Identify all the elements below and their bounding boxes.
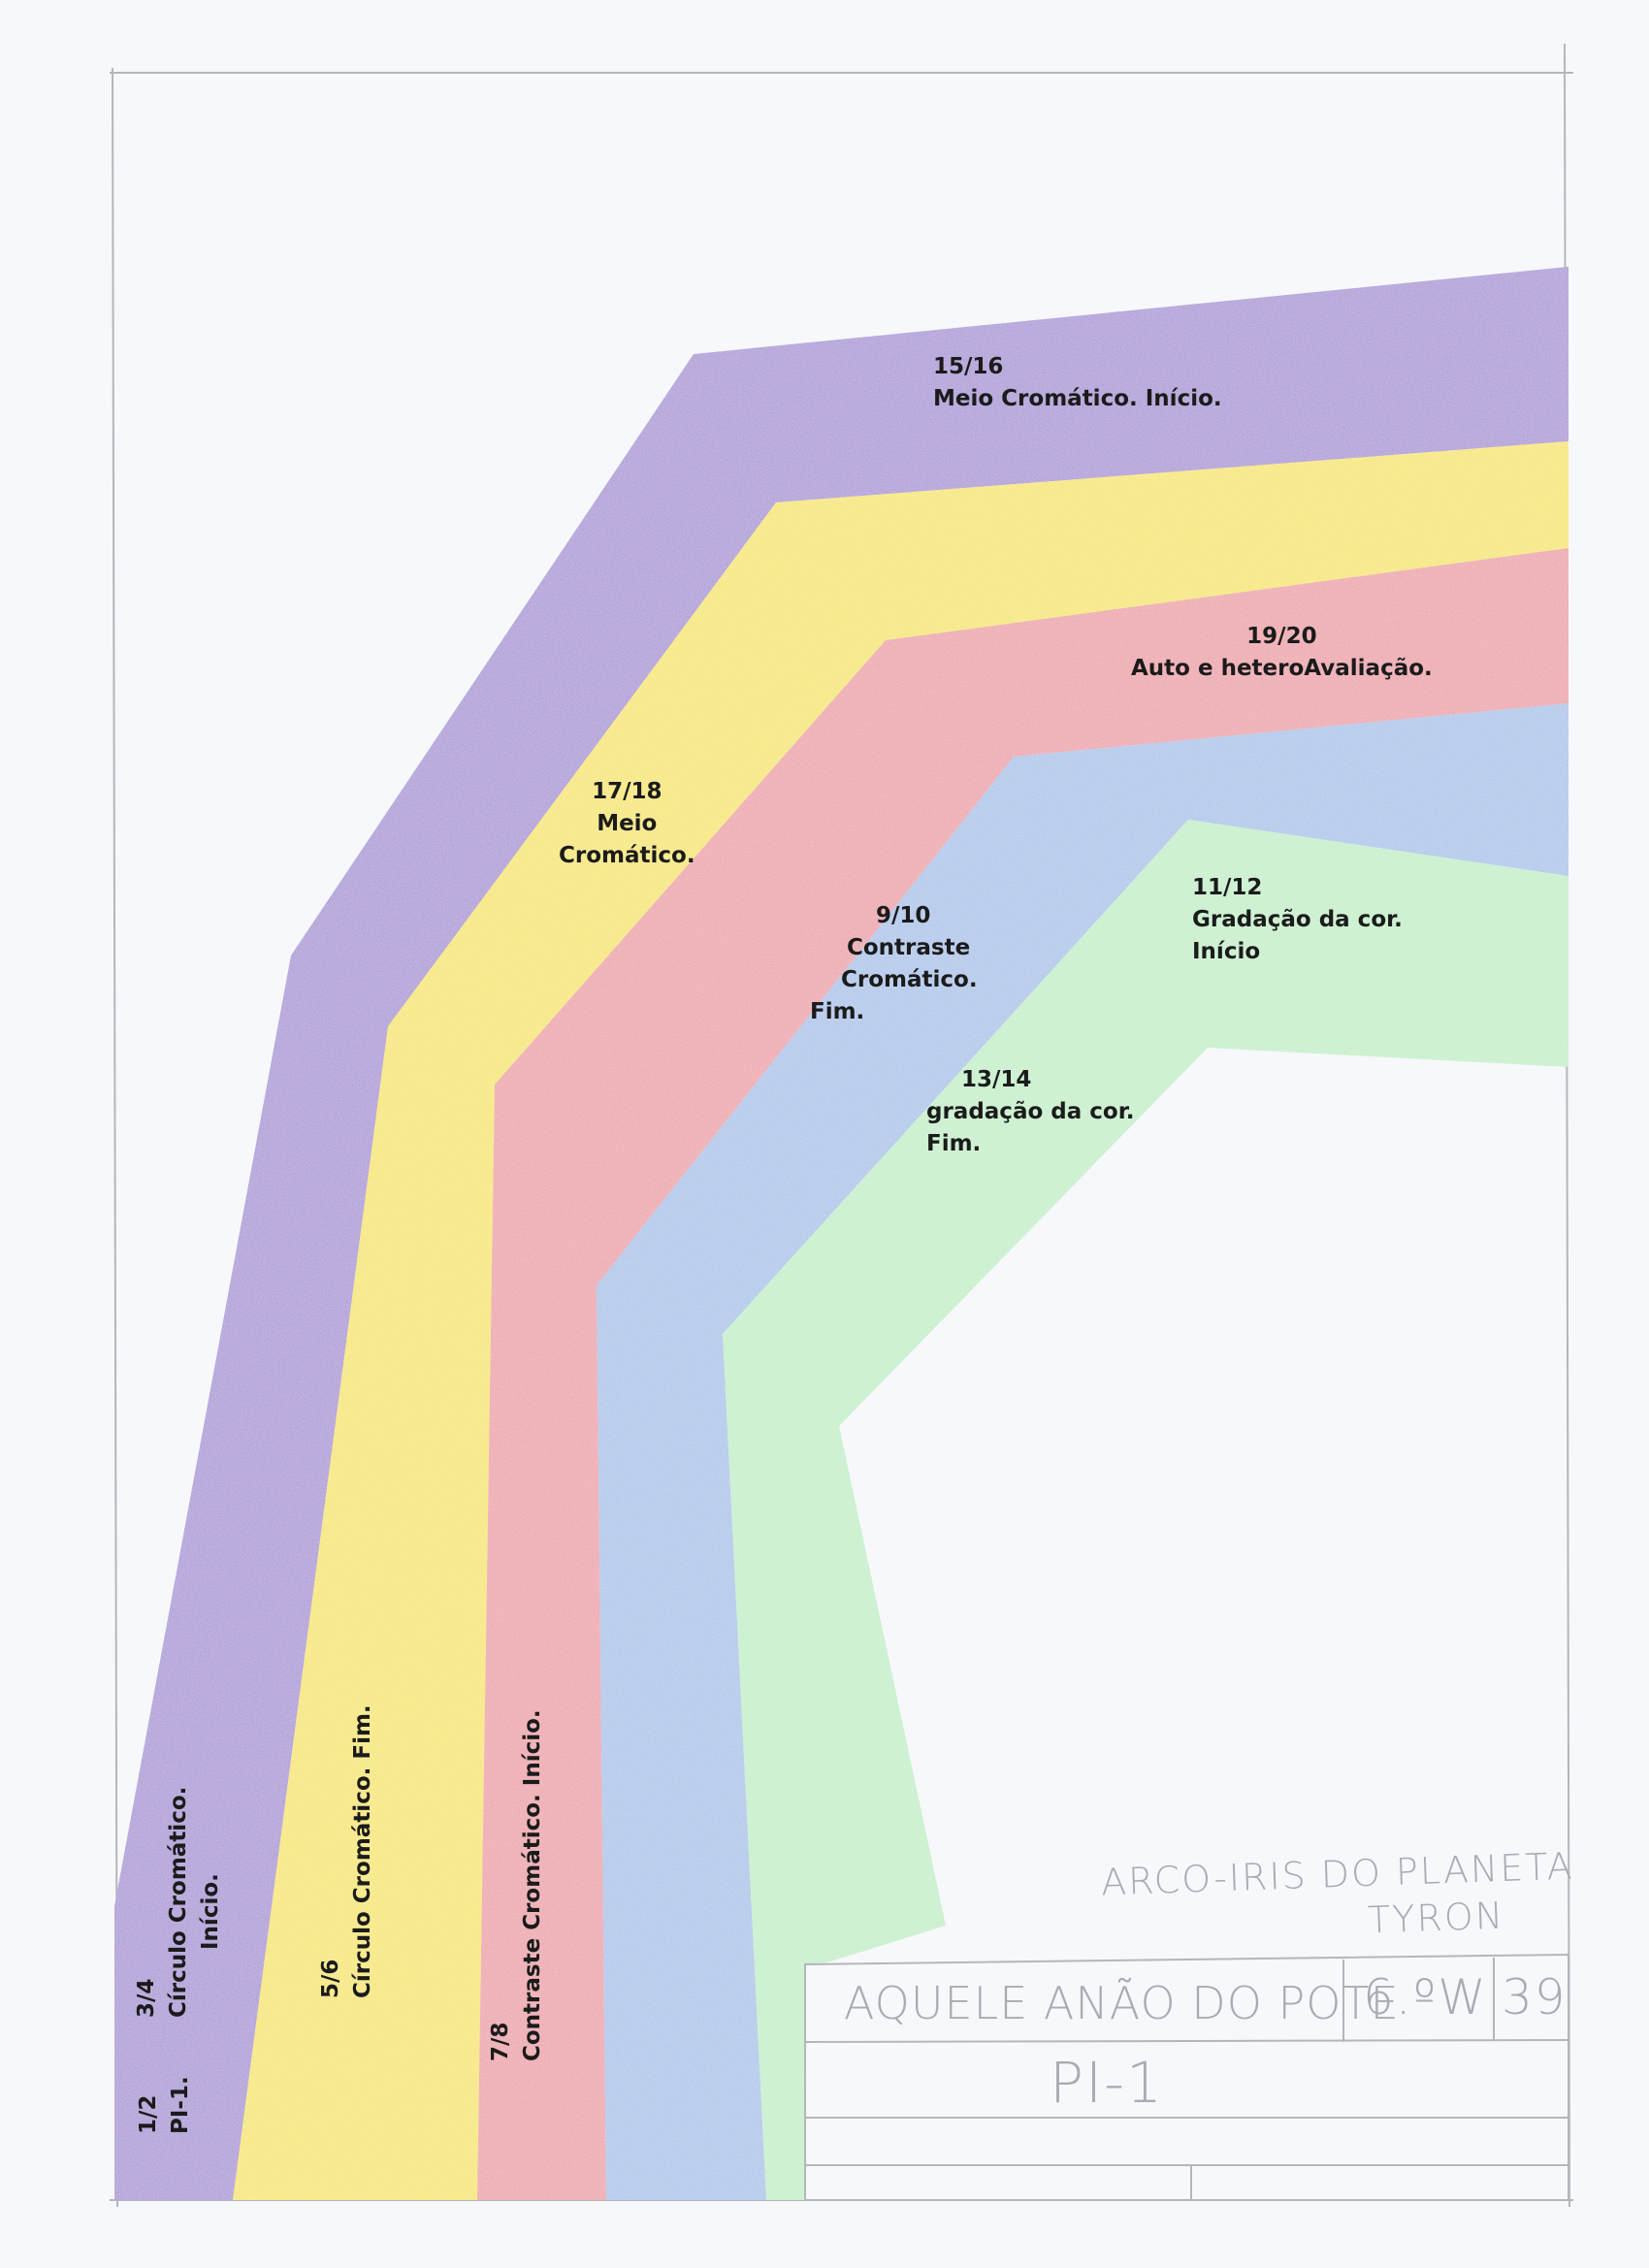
label-17-18-number: 17/18 bbox=[592, 779, 663, 804]
label-17-18-line2: Cromático. bbox=[559, 843, 695, 868]
label-9-10-number: 9/10 bbox=[876, 903, 931, 928]
label-13-14-line1: gradação da cor. bbox=[926, 1099, 1135, 1124]
label-15-16-number: 15/16 bbox=[933, 354, 1004, 379]
drawing-title-line1: ARCO-IRIS DO PLANETA bbox=[1100, 1844, 1575, 1904]
label-19-20-number: 19/20 bbox=[1246, 624, 1317, 649]
drawing-title-line2: TYRON bbox=[1367, 1894, 1505, 1942]
label-3-4 bbox=[131, 1787, 227, 2018]
label-3-4-line1: Círculo Cromático. bbox=[166, 1786, 191, 2018]
label-7-8 bbox=[485, 1709, 549, 2061]
label-13-14-number: 13/14 bbox=[961, 1067, 1032, 1092]
label-5-6-number: 5/6 bbox=[318, 1959, 343, 1998]
label-17-18 bbox=[559, 776, 695, 872]
label-9-10-line3: Fim. bbox=[810, 999, 865, 1024]
label-3-4-line2: Início. bbox=[198, 1873, 223, 1950]
label-9-10 bbox=[810, 900, 978, 1028]
label-11-12-line2: Início bbox=[1192, 939, 1261, 964]
label-11-12-line1: Gradação da cor. bbox=[1192, 907, 1403, 932]
title-block-number: 39 bbox=[1502, 1969, 1568, 2025]
title-block-code: PI-1 bbox=[1050, 2050, 1164, 2116]
label-7-8-text: Contraste Cromático. Início. bbox=[520, 1709, 545, 2061]
label-11-12-number: 11/12 bbox=[1192, 875, 1263, 900]
label-9-10-line1: Contraste bbox=[847, 935, 971, 960]
label-17-18-line1: Meio bbox=[597, 811, 658, 836]
label-7-8-number: 7/8 bbox=[488, 2022, 513, 2061]
label-19-20 bbox=[1131, 621, 1433, 685]
title-block-name: AQUELE ANÃO DO POTE bbox=[844, 1977, 1400, 2029]
label-19-20-text: Auto e heteroAvaliação. bbox=[1131, 656, 1433, 681]
label-9-10-line2: Cromático. bbox=[841, 967, 978, 992]
label-13-14-line2: Fim. bbox=[926, 1131, 982, 1156]
label-11-12 bbox=[1192, 872, 1403, 968]
label-5-6 bbox=[315, 1704, 379, 1998]
title-block-class: 6.ºW bbox=[1363, 1969, 1488, 2025]
label-15-16-text: Meio Cromático. Início. bbox=[933, 386, 1222, 411]
label-1-2 bbox=[133, 2076, 197, 2134]
label-5-6-text: Círculo Cromático. Fim. bbox=[350, 1704, 375, 1998]
label-15-16 bbox=[933, 351, 1222, 415]
label-1-2-number: 1/2 bbox=[136, 2094, 161, 2134]
label-1-2-text: PI-1. bbox=[168, 2076, 193, 2134]
label-3-4-number: 3/4 bbox=[134, 1978, 159, 2018]
label-13-14 bbox=[926, 1064, 1135, 1160]
